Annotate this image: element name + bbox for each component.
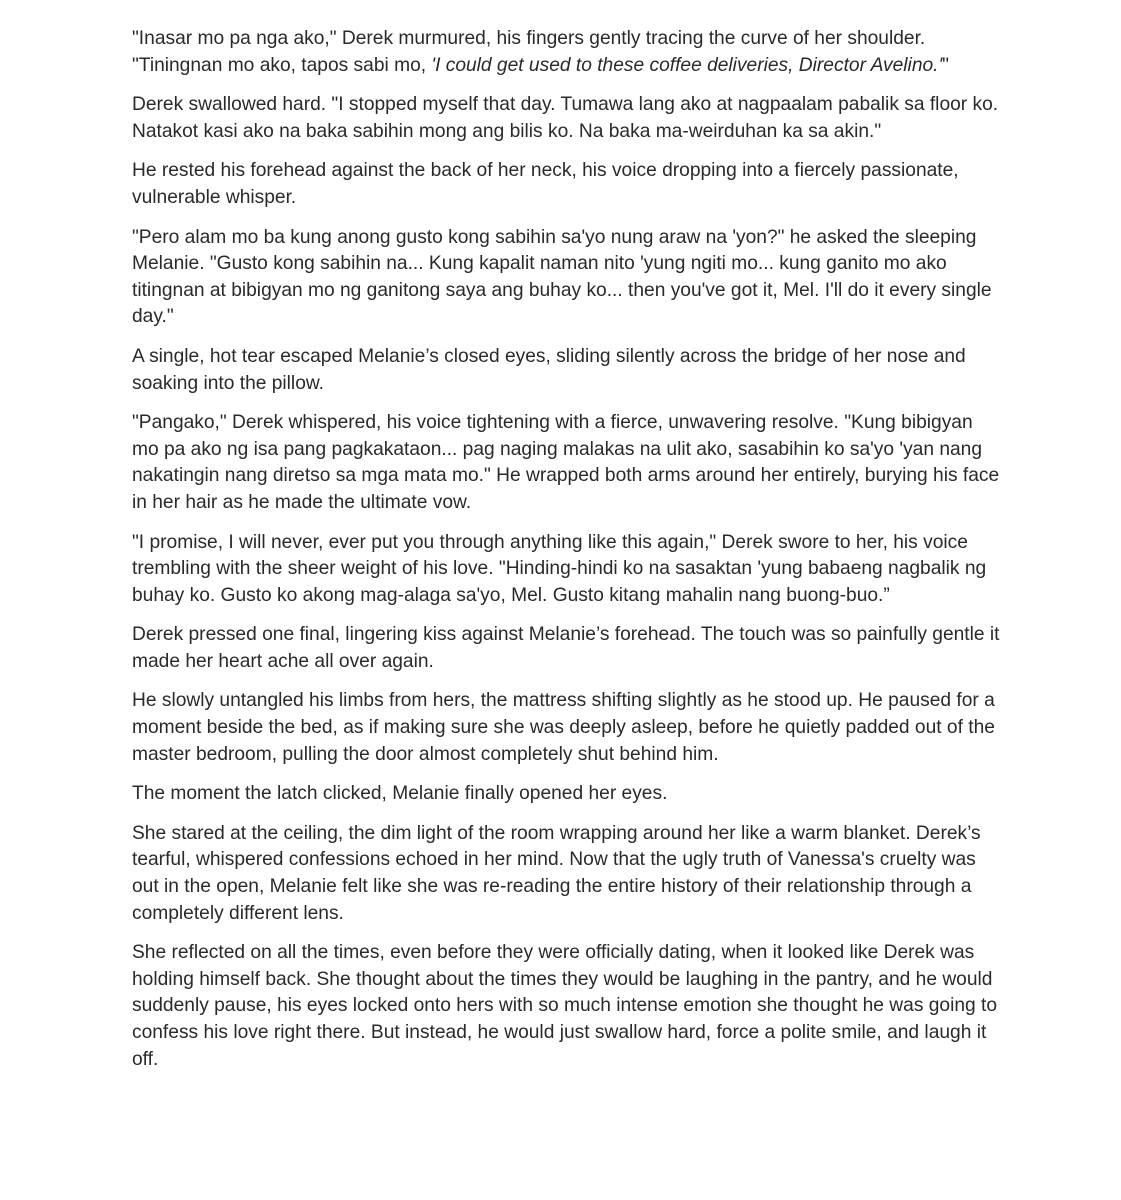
- paragraph-3: [132, 158, 1002, 211]
- paragraph-8-text: Derek pressed one final, lingering kiss against Melanie’s forehead. The touch was so painfully gentle it made her heart ache all over again.: [132, 624, 1000, 672]
- document-body: [132, 26, 1002, 1086]
- paragraph-11: [132, 821, 1002, 927]
- paragraph-1-closing-quote: ": [942, 54, 949, 76]
- paragraph-5: [132, 344, 1002, 397]
- paragraph-11-text: She stared at the ceiling, the dim light of the room wrapping around her like a warm blanket. Derek’s tearful, whispered confessions echoed in her mind. Now that the ugly truth of Vanessa's cruelty was out in the open, Melanie felt like she was re-reading the entire history of their relationship through a completely different lens.: [132, 822, 981, 924]
- paragraph-3-text: He rested his forehead against the back of her neck, his voice dropping into a fiercely passionate, vulnerable whisper.: [132, 160, 959, 208]
- paragraph-1-quote-italic: 'I could get used to these coffee deliveries, Director Avelino.': [431, 54, 943, 76]
- paragraph-7: [132, 530, 1002, 610]
- paragraph-7-text: "I promise, I will never, ever put you through anything like this again," Derek swore to her, his voice trembling with the sheer weight of his love. "Hinding-hindi ko na sasaktan 'yung babaeng nagbalik ng buhay ko. Gusto ko akong mag-alaga sa'yo, Mel. Gusto kitang mahalin nang buong-buo.”: [132, 531, 987, 606]
- paragraph-5-text: A single, hot tear escaped Melanie’s closed eyes, sliding silently across the bridge of her nose and soaking into the pillow.: [132, 345, 966, 394]
- paragraph-1: [132, 26, 1002, 79]
- paragraph-1-text: "Inasar mo pa nga ako," Derek murmured, his fingers gently tracing the curve of her shoulder. "Tiningnan mo ako, tapos sabi mo,: [132, 28, 926, 76]
- paragraph-6: [132, 410, 1002, 516]
- paragraph-12: [132, 940, 1002, 1073]
- paragraph-12-text: She reflected on all the times, even before they were officially dating, when it looked like Derek was holding himself back. She thought about the times they would be laughing in the pantry, and he would suddenly pause, his eyes locked onto hers with so much intense emotion she thought he was going to confess his love right there. But instead, he would just swallow hard, force a polite smile, and laugh it off.: [132, 942, 998, 1070]
- paragraph-8: [132, 622, 1002, 675]
- paragraph-2-text: Derek swallowed hard. "I stopped myself that day. Tumawa lang ako at nagpaalam pabalik sa floor ko. Natakot kasi ako na baka sabihin mong ang bilis ko. Na baka ma-weirduhan ka sa akin.": [132, 94, 999, 142]
- paragraph-6-text: "Pangako," Derek whispered, his voice tightening with a fierce, unwavering resolve. "Kung bibigyan mo pa ako ng isa pang pagkakataon... pag naging malakas na ulit ako, sasabihin ko sa'yo 'yan nang nakatingin nang diretso sa mga mata mo." He wrapped both arms around her entirely, burying his face in her hair as he made the ultimate vow.: [132, 412, 1000, 513]
- paragraph-4-text: "Pero alam mo ba kung anong gusto kong sabihin sa'yo nung araw na 'yon?" he asked the sleeping Melanie. "Gusto kong sabihin na... Kung kapalit naman nito 'yung ngiti mo... kung ganito mo ako titingnan at bibigyan mo ng ganitong saya ang buhay ko... then you've got it, Mel. I'll do it every single day.": [132, 226, 992, 328]
- paragraph-10-text: The moment the latch clicked, Melanie finally opened her eyes.: [132, 783, 668, 805]
- paragraph-9: [132, 688, 1002, 768]
- paragraph-4: [132, 225, 1002, 331]
- paragraph-9-text: He slowly untangled his limbs from hers, the mattress shifting slightly as he stood up. He paused for a moment beside the bed, as if making sure she was deeply asleep, before he quietly padded out of the master bedroom, pulling the door almost completely shut behind him.: [132, 690, 995, 765]
- paragraph-10: [132, 781, 1002, 808]
- paragraph-2: [132, 92, 1002, 145]
